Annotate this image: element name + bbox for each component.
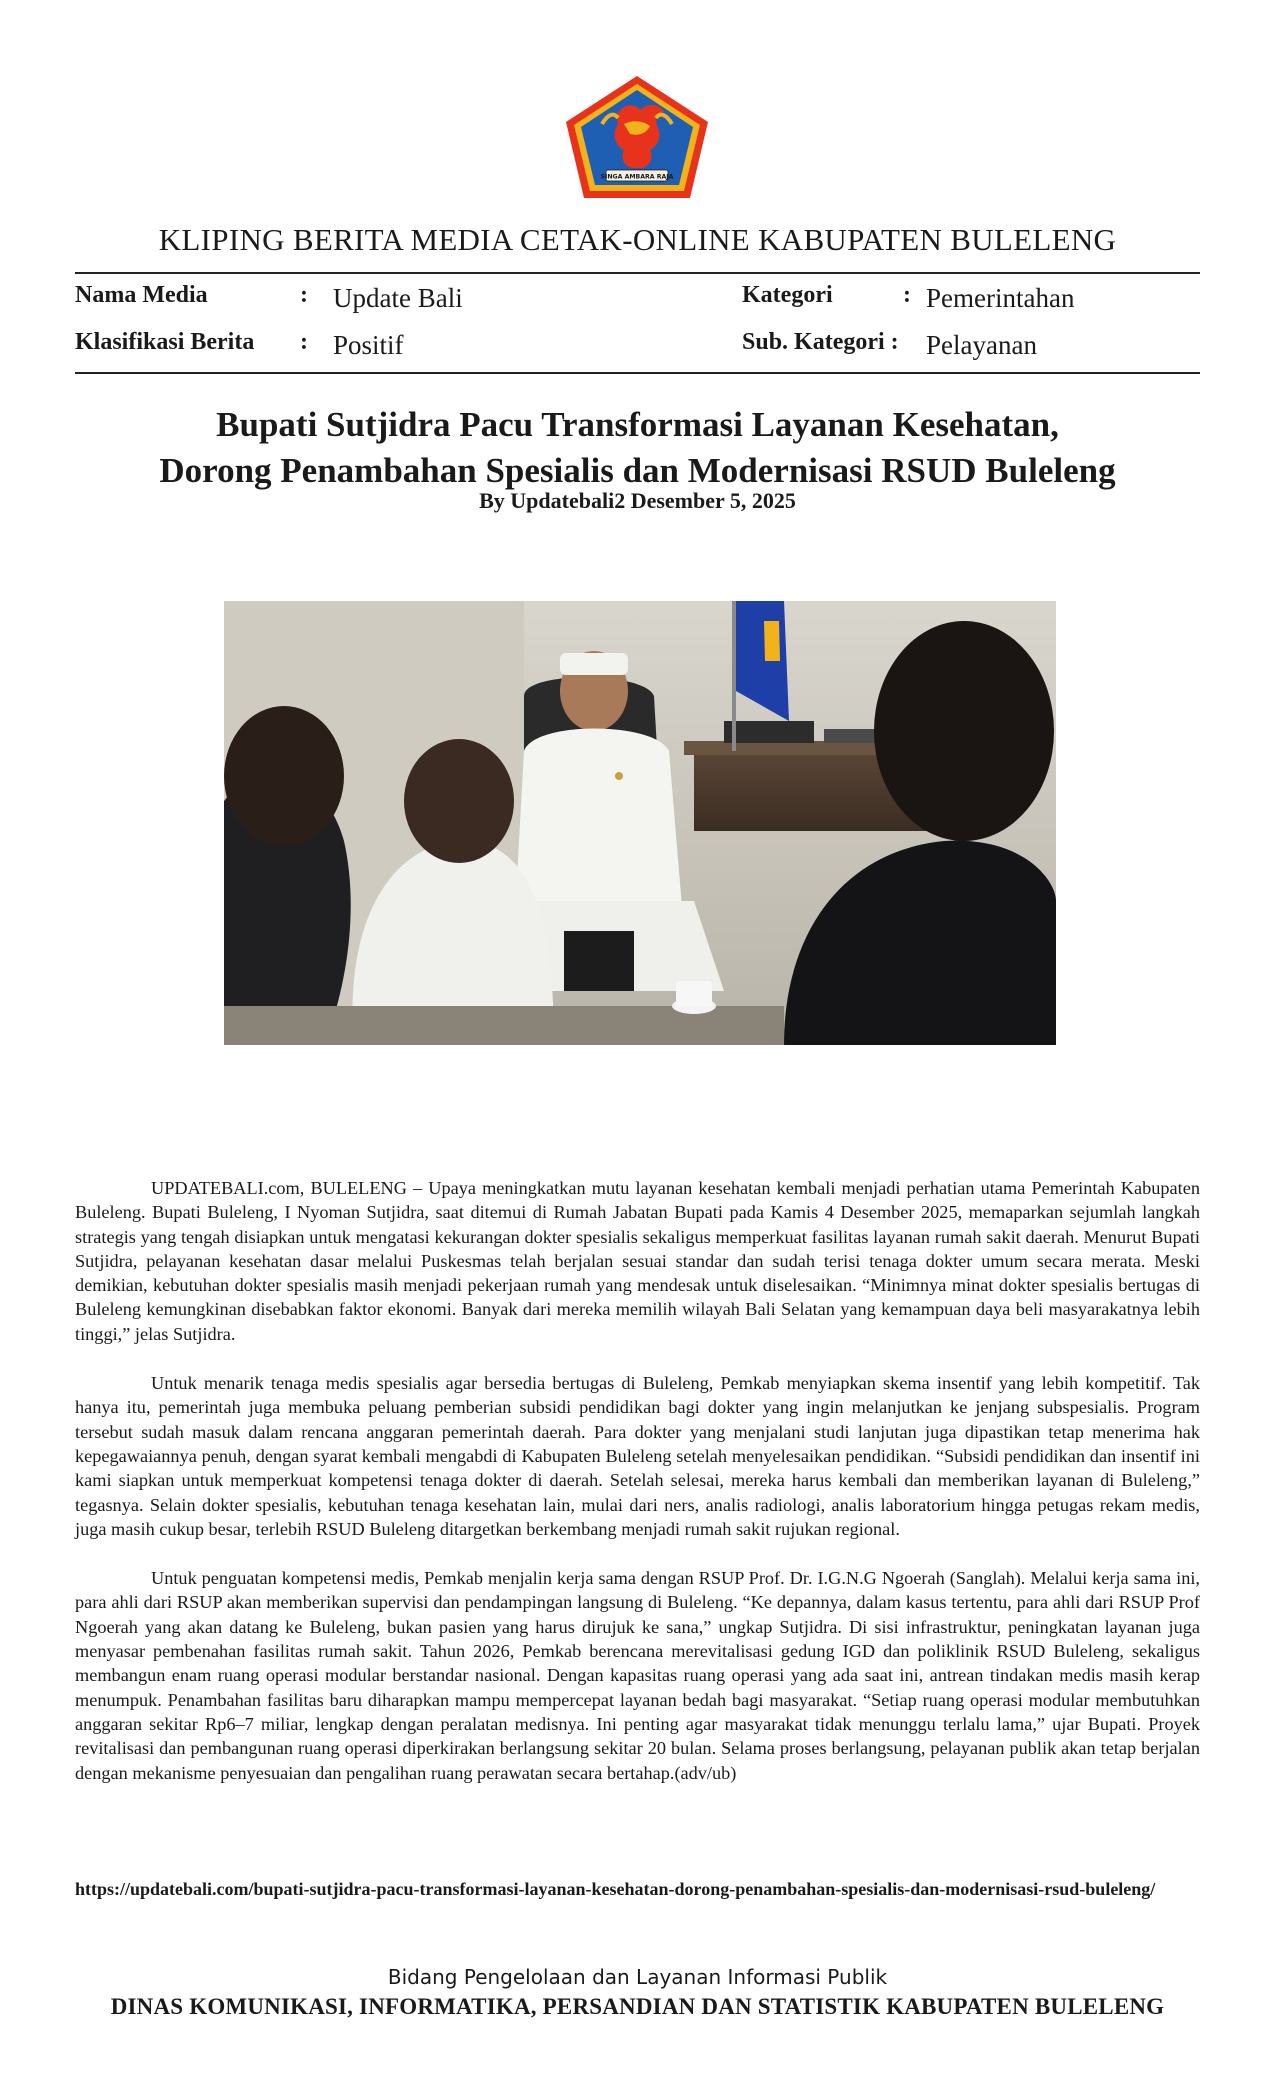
source-url-link[interactable]: https://updatebali.com/bupati-sutjidra-pacu-transformasi-layanan-kesehatan-dorong-penambahan-spesialis-dan-modernisasi-rsud-buleleng/ bbox=[75, 1879, 1156, 1899]
headline-line-2: Dorong Penambahan Spesialis dan Modernisasi RSUD Buleleng bbox=[159, 451, 1116, 490]
nama-media-label: Nama Media bbox=[75, 282, 208, 308]
footer-title: DINAS KOMUNIKASI, INFORMATIKA, PERSANDIAN DAN STATISTIK KABUPATEN BULELENG bbox=[110, 1994, 1165, 2019]
klasifikasi-colon: : bbox=[300, 329, 308, 355]
divider bbox=[75, 272, 1200, 274]
sub-kategori-label: Sub. Kategori : bbox=[742, 329, 899, 355]
article-headline bbox=[75, 402, 1200, 494]
kategori-colon: : bbox=[903, 282, 911, 308]
masthead-title: KLIPING BERITA MEDIA CETAK-ONLINE KABUPATEN BULELENG bbox=[158, 222, 1117, 257]
kategori-value: Pemerintahan bbox=[926, 283, 1075, 313]
nama-media-colon: : bbox=[300, 282, 308, 308]
article-paragraph: Untuk menarik tenaga medis spesialis agar bersedia bertugas di Buleleng, Pemkab menyiapkan skema insentif yang lebih kompetitif. Tak hanya itu, pemerintah juga membuka peluang pemberian subsidi pendidikan bagi dokter yang ingin melanjutkan ke jenjang subspesialis. Program tersebut sudah masuk dalam rencana anggaran pemerintah daerah. Para dokter yang menjalani studi lanjutan juga dipastikan tetap menerima hak kepegawaiannya penuh, dengan syarat kembali mengabdi di Kabupaten Buleleng setelah menyelesaikan pendidikan. “Subsidi pendidikan dan insentif ini kami siapkan untuk memperkuat kompetensi tenaga dokter di daerah. Setelah selesai, mereka harus kembali dan memberikan layanan di Buleleng,” tegasnya. Selain dokter spesialis, kebutuhan tenaga kesehatan lain, mulai dari ners, analis radiologi, analis laboratorium hingga petugas rekam medis, juga masih cukup besar, terlebih RSUD Buleleng ditargetkan berkembang menjadi rumah sakit rujukan regional. bbox=[75, 1373, 1200, 1539]
buleleng-emblem-logo bbox=[562, 74, 712, 200]
footer-subtitle: Bidang Pengelolaan dan Layanan Informasi Publik bbox=[387, 1965, 888, 1989]
article-paragraph: Untuk penguatan kompetensi medis, Pemkab menjalin kerja sama dengan RSUP Prof. Dr. I.G.N.G Ngoerah (Sanglah). Melalui kerja sama ini, para ahli dari RSUP akan memberikan supervisi dan pendampingan langsung di Buleleng. “Ke depannya, dalam kasus tertentu, para ahli dari RSUP Prof Ngoerah yang akan datang ke Buleleng, bukan pasien yang harus dirujuk ke sana,” ungkap Sutjidra. Di sisi infrastruktur, peningkatan layanan juga menyasar pembenahan fasilitas rumah sakit. Tahun 2026, Pemkab berencana merevitalisasi gedung IGD dan poliklinik RSUD Buleleng, sekaligus membangun enam ruang operasi modular berstandar nasional. Dengan kapasitas ruang operasi yang ada saat ini, antrean tindakan medis masih kerap menumpuk. Penambahan fasilitas baru diharapkan mampu mempercepat layanan bedah bagi masyarakat. “Setiap ruang operasi modular membutuhkan anggaran sekitar Rp6–7 miliar, lengkap dengan peralatan medisnya. Ini penting agar masyarakat tidak menunggu terlalu lama,” ujar Bupati. Proyek revitalisasi dan pembangunan ruang operasi diperkirakan berlangsung sekitar 20 bulan. Selama proses berlangsung, pelayanan publik akan tetap berjalan dengan mekanisme penyesuaian dan pengalihan ruang perawatan secara bertahap.(adv/ub) bbox=[75, 1568, 1200, 1783]
emblem-motto: SINGA AMBARA RAJA bbox=[600, 173, 674, 181]
article-body bbox=[75, 1176, 1200, 1810]
article-paragraph: UPDATEBALI.com, BULELENG – Upaya meningkatkan mutu layanan kesehatan kembali menjadi perhatian utama Pemerintah Kabupaten Buleleng. Bupati Buleleng, I Nyoman Sutjidra, saat ditemui di Rumah Jabatan Bupati pada Kamis 4 Desember 2025, memaparkan sejumlah langkah strategis yang tengah disiapkan untuk mengatasi kekurangan dokter spesialis sekaligus memperkuat fasilitas layanan rumah sakit daerah. Menurut Bupati Sutjidra, pelayanan kesehatan dasar melalui Puskesmas telah berjalan sesuai standar dan sudah terisi tenaga dokter umum secara merata. Meski demikian, kebutuhan dokter spesialis masih menjadi pekerjaan rumah yang mendesak untuk diselesaikan. “Minimnya minat dokter spesialis bertugas di Buleleng kemungkinan disebabkan faktor ekonomi. Banyak dari mereka memilih wilayah Bali Selatan yang kemampuan daya beli masyarakatnya lebih tinggi,” jelas Sutjidra. bbox=[75, 1178, 1200, 1344]
sub-kategori-value: Pelayanan bbox=[926, 330, 1037, 360]
nama-media-value: Update Bali bbox=[333, 283, 463, 313]
klasifikasi-value: Positif bbox=[333, 330, 404, 360]
headline-line-1: Bupati Sutjidra Pacu Transformasi Layanan Kesehatan, bbox=[216, 405, 1059, 444]
kategori-label: Kategori bbox=[742, 282, 833, 308]
article-photo bbox=[224, 601, 1056, 1045]
divider bbox=[75, 372, 1200, 374]
klasifikasi-label: Klasifikasi Berita bbox=[75, 329, 255, 355]
article-byline: By Updatebali2 Desember 5, 2025 bbox=[479, 488, 796, 513]
